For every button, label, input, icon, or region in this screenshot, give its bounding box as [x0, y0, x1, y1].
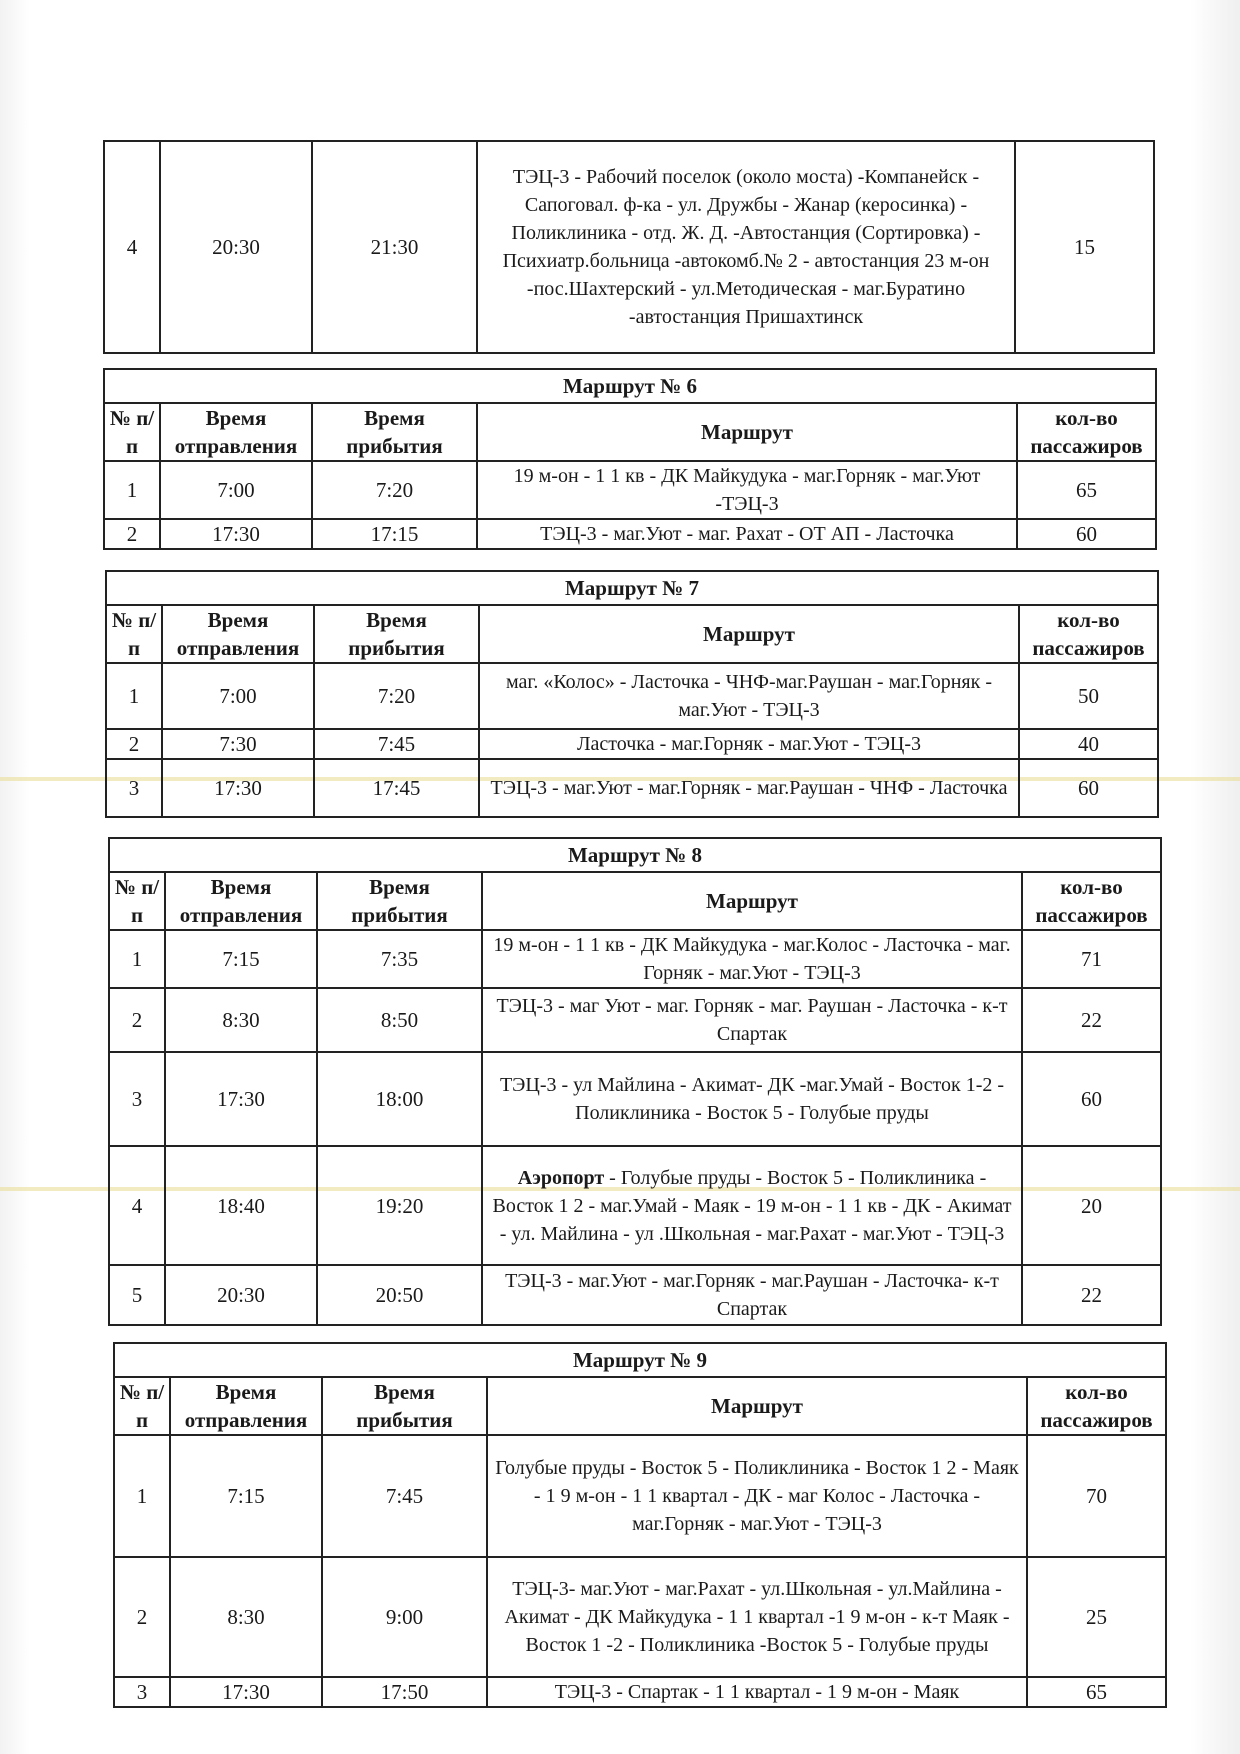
passenger-count: 40	[1019, 729, 1158, 759]
row-number: 4	[104, 141, 160, 353]
table-row	[114, 1435, 1166, 1557]
row-number: 2	[104, 519, 160, 549]
route-title: Маршрут № 6	[104, 369, 1156, 403]
header-row	[114, 1377, 1166, 1435]
header-count: кол-во пассажиров	[1027, 1377, 1166, 1435]
header-departure: Время отправления	[170, 1377, 322, 1435]
table-row	[106, 759, 1158, 817]
route-table-9	[113, 1342, 1167, 1708]
passenger-count: 15	[1015, 141, 1154, 353]
route-table-7	[105, 570, 1159, 818]
passenger-count: 60	[1022, 1052, 1161, 1146]
departure-time: 20:30	[165, 1265, 317, 1325]
table-row	[104, 519, 1156, 549]
passenger-count: 20	[1022, 1146, 1161, 1265]
arrival-time: 7:20	[314, 663, 479, 729]
route-description	[482, 1146, 1022, 1265]
route-description: ТЭЦ-3 - ул Майлина - Акимат- ДК -маг.Умай - Восток 1-2 - Поликлиника - Восток 5 - Голубые пруды	[482, 1052, 1022, 1146]
passenger-count: 22	[1022, 988, 1161, 1052]
header-departure: Время отправления	[165, 872, 317, 930]
header-route: Маршрут	[482, 872, 1022, 930]
header-count: кол-во пассажиров	[1017, 403, 1156, 461]
route-rest: - Голубые пруды - Восток 5 - Поликлиника - Восток 1 2 - маг.Умай - Маяк - 19 м-он - 1 1 кв - ДК - Акимат - ул. Майлина - ул .Школьная - маг.Рахат - маг.Уют - ТЭЦ-3	[492, 1166, 1012, 1245]
route-description: Голубые пруды - Восток 5 - Поликлиника - Восток 1 2 - Маяк - 1 9 м-он - 1 1 квартал - ДК - маг Колос - Ласточка - маг.Горняк - маг.Уют - ТЭЦ-3	[487, 1435, 1027, 1557]
route-description: ТЭЦ-3 - маг.Уют - маг.Горняк - маг.Раушан - ЧНФ - Ласточка	[479, 759, 1019, 817]
header-count: кол-во пассажиров	[1022, 872, 1161, 930]
header-route: Маршрут	[479, 605, 1019, 663]
arrival-time: 7:45	[322, 1435, 487, 1557]
arrival-time: 17:45	[314, 759, 479, 817]
arrival-time: 9:00	[322, 1557, 487, 1677]
route-title: Маршрут № 8	[109, 838, 1161, 872]
departure-time: 17:30	[170, 1677, 322, 1707]
route-title: Маршрут № 7	[106, 571, 1158, 605]
arrival-time: 7:20	[312, 461, 477, 519]
arrival-time: 21:30	[312, 141, 477, 353]
header-departure: Время отправления	[160, 403, 312, 461]
departure-time: 7:15	[165, 930, 317, 988]
arrival-time: 8:50	[317, 988, 482, 1052]
departure-time: 17:30	[160, 519, 312, 549]
route-description: ТЭЦ-3- маг.Уют - маг.Рахат - ул.Школьная - ул.Майлина - Акимат - ДК Майкудука - 1 1 квартал -1 9 м-он - к-т Маяк - Восток 1 -2 - Поликлиника -Восток 5 - Голубые пруды	[487, 1557, 1027, 1677]
arrival-time: 7:35	[317, 930, 482, 988]
header-arrival: Время прибытия	[317, 872, 482, 930]
arrival-time: 17:15	[312, 519, 477, 549]
table-row	[109, 930, 1161, 988]
arrival-time: 7:45	[314, 729, 479, 759]
departure-time: 17:30	[162, 759, 314, 817]
arrival-time: 17:50	[322, 1677, 487, 1707]
departure-time: 20:30	[160, 141, 312, 353]
row-number: 1	[106, 663, 162, 729]
table-row	[114, 1677, 1166, 1707]
table-row	[109, 1146, 1161, 1265]
departure-time: 7:15	[170, 1435, 322, 1557]
header-num: № п/п	[104, 403, 160, 461]
row-number: 3	[114, 1677, 170, 1707]
header-route: Маршрут	[477, 403, 1017, 461]
row-number: 2	[106, 729, 162, 759]
table-row	[114, 1557, 1166, 1677]
header-route: Маршрут	[487, 1377, 1027, 1435]
route-table-8	[108, 837, 1162, 1326]
route-start-bold: Аэропорт	[517, 1166, 605, 1189]
passenger-count: 65	[1017, 461, 1156, 519]
route-table-6	[103, 368, 1157, 550]
header-num: № п/п	[114, 1377, 170, 1435]
departure-time: 7:30	[162, 729, 314, 759]
arrival-time: 20:50	[317, 1265, 482, 1325]
departure-time: 7:00	[160, 461, 312, 519]
departure-time: 17:30	[165, 1052, 317, 1146]
table-row	[109, 1265, 1161, 1325]
route-title: Маршрут № 9	[114, 1343, 1166, 1377]
table-row	[104, 461, 1156, 519]
passenger-count: 71	[1022, 930, 1161, 988]
passenger-count: 50	[1019, 663, 1158, 729]
row-number: 1	[104, 461, 160, 519]
header-row	[104, 403, 1156, 461]
passenger-count: 22	[1022, 1265, 1161, 1325]
row-number: 2	[114, 1557, 170, 1677]
route-description: 19 м-он - 1 1 кв - ДК Майкудука - маг.Колос - Ласточка - маг. Горняк - маг.Уют - ТЭЦ-3	[482, 930, 1022, 988]
header-num: № п/п	[109, 872, 165, 930]
passenger-count: 65	[1027, 1677, 1166, 1707]
route-description: ТЭЦ-3 - маг Уют - маг. Горняк - маг. Раушан - Ласточка - к-т Спартак	[482, 988, 1022, 1052]
departure-time: 7:00	[162, 663, 314, 729]
passenger-count: 25	[1027, 1557, 1166, 1677]
route-description: ТЭЦ-3 - маг.Уют - маг. Рахат - ОТ АП - Ласточка	[477, 519, 1017, 549]
table-row	[106, 729, 1158, 759]
passenger-count: 60	[1017, 519, 1156, 549]
passenger-count: 60	[1019, 759, 1158, 817]
table-row	[104, 141, 1154, 353]
top-table	[103, 140, 1155, 354]
route-description: маг. «Колос» - Ласточка - ЧНФ-маг.Раушан - маг.Горняк - маг.Уют - ТЭЦ-3	[479, 663, 1019, 729]
arrival-time: 19:20	[317, 1146, 482, 1265]
row-number: 5	[109, 1265, 165, 1325]
header-departure: Время отправления	[162, 605, 314, 663]
table-row	[109, 988, 1161, 1052]
row-number: 1	[114, 1435, 170, 1557]
row-number: 3	[106, 759, 162, 817]
departure-time: 18:40	[165, 1146, 317, 1265]
header-arrival: Время прибытия	[314, 605, 479, 663]
row-number: 4	[109, 1146, 165, 1265]
departure-time: 8:30	[165, 988, 317, 1052]
route-description: ТЭЦ-3 - маг.Уют - маг.Горняк - маг.Раушан - Ласточка- к-т Спартак	[482, 1265, 1022, 1325]
header-count: кол-во пассажиров	[1019, 605, 1158, 663]
arrival-time: 18:00	[317, 1052, 482, 1146]
route-description: ТЭЦ-3 - Спартак - 1 1 квартал - 1 9 м-он - Маяк	[487, 1677, 1027, 1707]
table-row	[106, 663, 1158, 729]
row-number: 1	[109, 930, 165, 988]
header-arrival: Время прибытия	[322, 1377, 487, 1435]
header-num: № п/п	[106, 605, 162, 663]
route-description: 19 м-он - 1 1 кв - ДК Майкудука - маг.Горняк - маг.Уют -ТЭЦ-3	[477, 461, 1017, 519]
departure-time: 8:30	[170, 1557, 322, 1677]
passenger-count: 70	[1027, 1435, 1166, 1557]
row-number: 3	[109, 1052, 165, 1146]
route-description: ТЭЦ-3 - Рабочий поселок (около моста) -Компанейск - Сапоговал. ф-ка - ул. Дружбы - Жанар (керосинка) - Поликлиника - отд. Ж. Д. -Автостанция (Сортировка) - Психиатр.больница -автокомб.№ 2 - автостанция 23 м-он -пос.Шахтерский - ул.Методическая - маг.Буратино -автостанция Пришахтинск	[477, 141, 1015, 353]
header-arrival: Время прибытия	[312, 403, 477, 461]
route-description: Ласточка - маг.Горняк - маг.Уют - ТЭЦ-3	[479, 729, 1019, 759]
table-row	[109, 1052, 1161, 1146]
header-row	[109, 872, 1161, 930]
header-row	[106, 605, 1158, 663]
row-number: 2	[109, 988, 165, 1052]
